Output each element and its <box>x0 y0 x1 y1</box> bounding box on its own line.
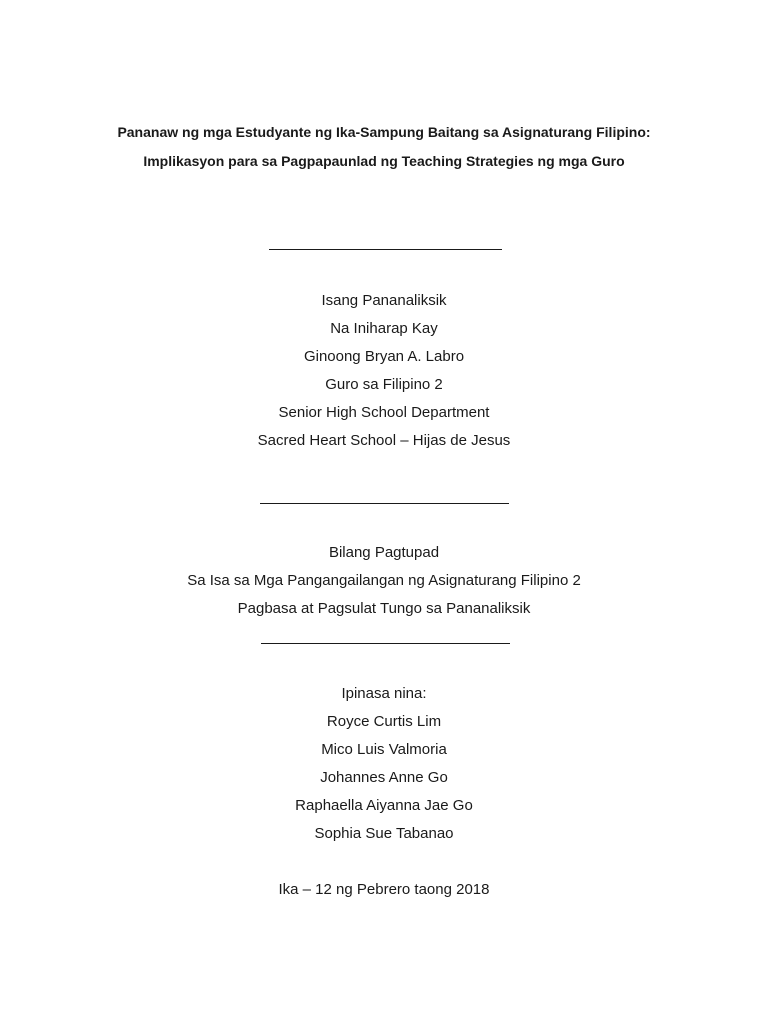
authors-heading: Ipinasa nina: <box>341 685 427 702</box>
author-name-2: Mico Luis Valmoria <box>321 741 447 758</box>
author-name-3: Johannes Anne Go <box>320 769 448 786</box>
title-line-2: Implikasyon para sa Pagpapaunlad ng Teaching Strategies ng mga Guro <box>143 153 625 169</box>
requirement-line-3: Pagbasa at Pagsulat Tungo sa Pananaliksik <box>237 600 531 617</box>
title-line-1: Pananaw ng mga Estudyante ng Ika-Sampung Baitang sa Asignaturang Filipino: <box>117 124 651 140</box>
author-name-4: Raphaella Aiyanna Jae Go <box>295 797 473 814</box>
submitted-to-line-1: Isang Pananaliksik <box>321 292 447 309</box>
divider-2 <box>260 503 509 504</box>
submission-date: Ika – 12 ng Pebrero taong 2018 <box>278 881 490 898</box>
submitted-to-line-4: Guro sa Filipino 2 <box>325 376 443 393</box>
requirement-line-2: Sa Isa sa Mga Pangangailangan ng Asignaturang Filipino 2 <box>187 572 581 589</box>
requirement-line-1: Bilang Pagtupad <box>328 544 440 561</box>
author-name-1: Royce Curtis Lim <box>326 713 442 730</box>
submitted-to-line-6: Sacred Heart School – Hijas de Jesus <box>257 432 511 449</box>
divider-3 <box>261 643 510 644</box>
submitted-to-line-3: Ginoong Bryan A. Labro <box>303 348 465 365</box>
author-name-5: Sophia Sue Tabanao <box>314 825 454 842</box>
submitted-to-line-5: Senior High School Department <box>278 404 490 421</box>
submitted-to-line-2: Na Iniharap Kay <box>330 320 438 337</box>
divider-1 <box>269 249 502 250</box>
